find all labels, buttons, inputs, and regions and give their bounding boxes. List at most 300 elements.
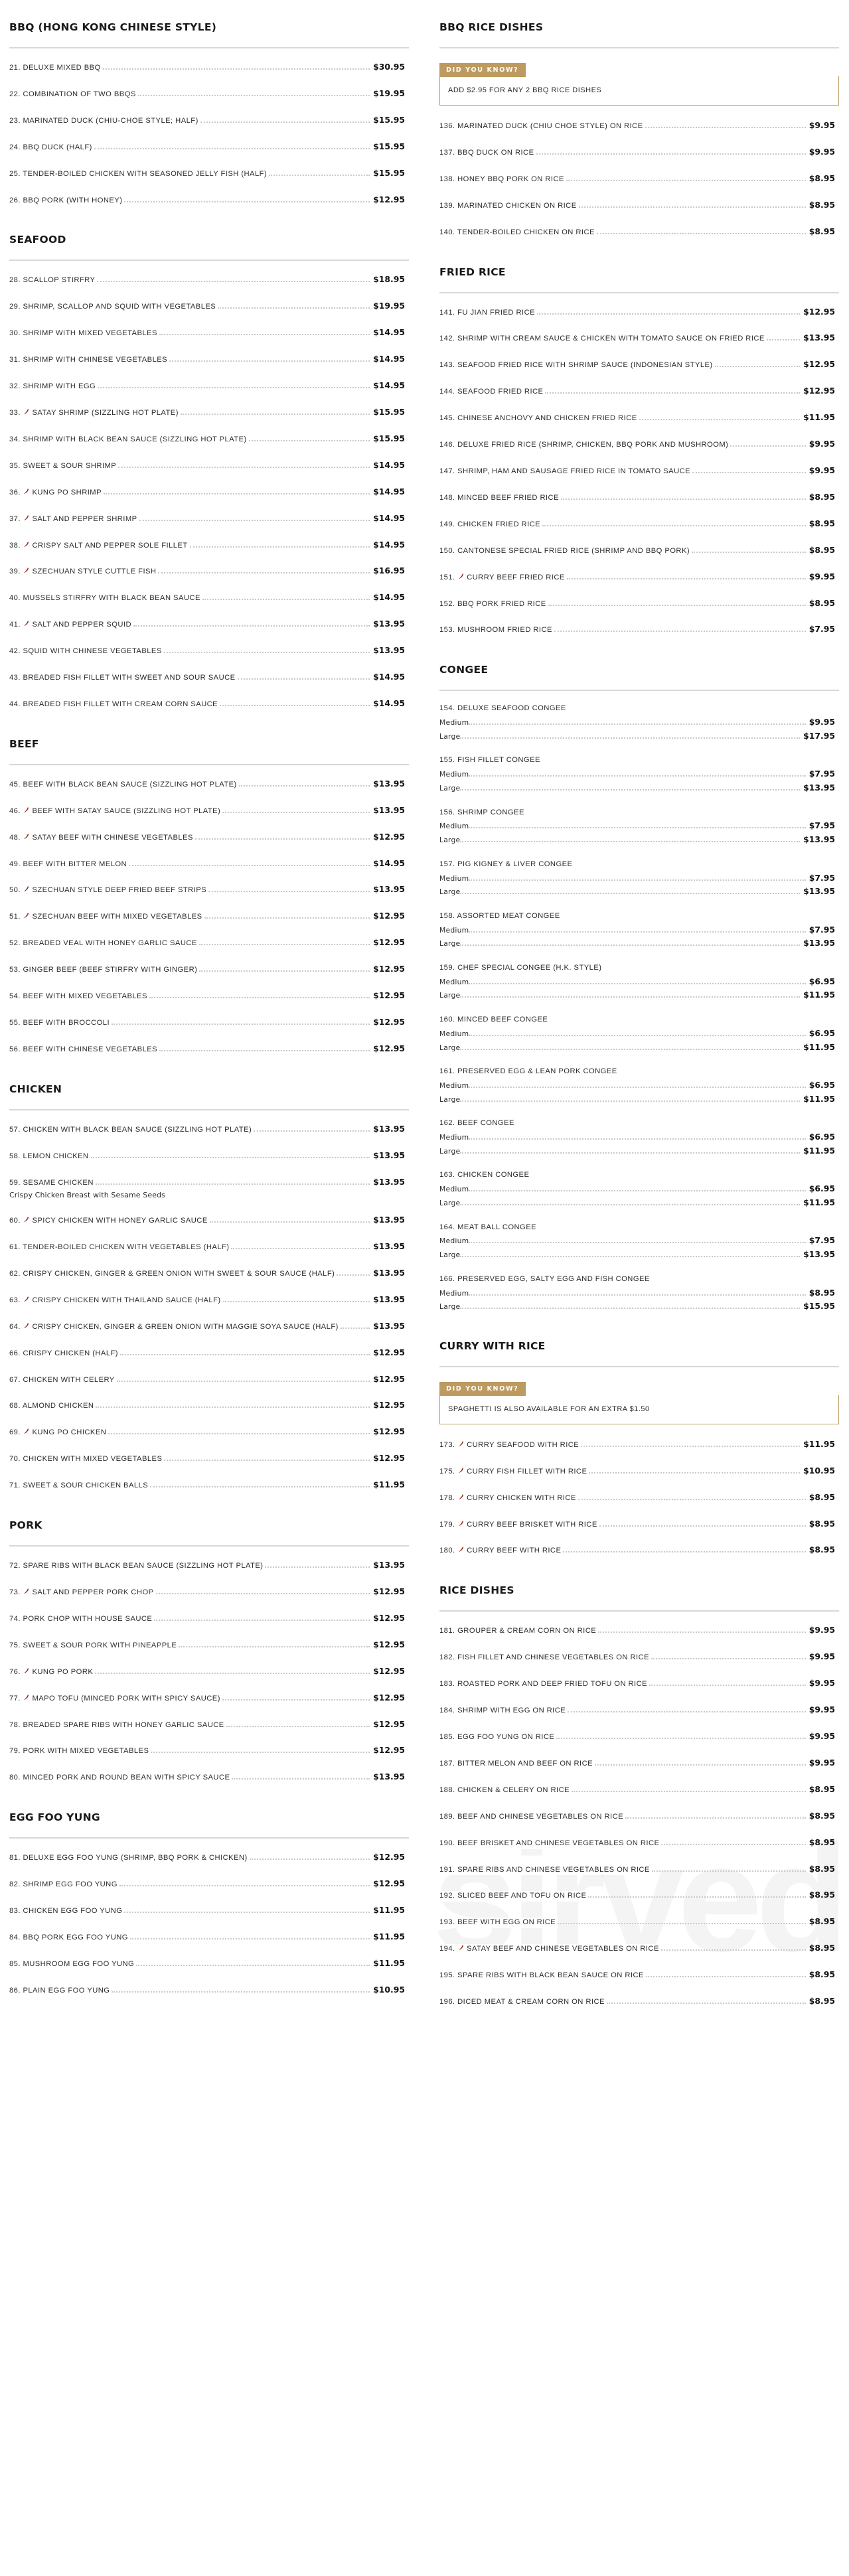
menu-item-line: [439, 571, 835, 583]
menu-item-line: [439, 544, 835, 557]
leader-dots: [210, 1217, 370, 1223]
menu-item-price: $14.95: [373, 327, 405, 338]
menu-item-price: $12.95: [373, 1400, 405, 1410]
leader-dots: [181, 409, 370, 415]
menu-item[interactable]: [439, 484, 839, 510]
menu-item[interactable]: [9, 1977, 409, 2003]
menu-item[interactable]: [9, 1418, 409, 1445]
menu-item[interactable]: [9, 1392, 409, 1418]
menu-item[interactable]: [9, 1737, 409, 1764]
menu-item[interactable]: [439, 1935, 839, 1961]
menu-item-price: $10.95: [803, 1465, 835, 1476]
leader-dots: [238, 674, 370, 680]
leader-dots: [645, 122, 806, 128]
menu-item-name: [439, 1942, 839, 1955]
menu-item[interactable]: [9, 1207, 409, 1233]
menu-item-title: 24. BBQ DUCK (HALF): [9, 143, 94, 153]
menu-item[interactable]: [439, 325, 839, 351]
menu-item-price: $13.95: [373, 619, 405, 629]
menu-item-price: $9.95: [809, 717, 835, 727]
menu-item[interactable]: [439, 564, 839, 590]
leader-dots: [91, 1152, 370, 1158]
leader-dots: [200, 117, 370, 123]
leader-dots: [239, 781, 370, 787]
chili-pepper-icon: [457, 1944, 465, 1951]
menu-item[interactable]: [9, 1169, 409, 1207]
menu-item-name: [439, 1837, 839, 1849]
menu-item-title: 178. CURRY CHICKEN WITH RICE: [439, 1493, 578, 1504]
menu-item[interactable]: [439, 1856, 839, 1882]
menu-item-line: [9, 114, 405, 127]
leader-dots: [204, 913, 370, 919]
chili-pepper-icon: [23, 567, 30, 574]
menu-item-name: [9, 1043, 409, 1055]
menu-item-title: 46. BEEF WITH SATAY SAUCE (SIZZLING HOT PLATE): [9, 806, 222, 817]
menu-item[interactable]: [439, 1458, 839, 1484]
menu-item[interactable]: [9, 54, 409, 80]
menu-item-price: $13.95: [803, 834, 835, 845]
menu-item-line: [439, 1863, 835, 1876]
leader-dots: [599, 1521, 806, 1527]
leader-dots: [460, 1096, 800, 1102]
menu-item[interactable]: [439, 431, 839, 457]
menu-item[interactable]: [9, 690, 409, 717]
menu-item[interactable]: [439, 537, 839, 564]
menu-item[interactable]: [439, 112, 839, 139]
menu-item-line: [9, 1267, 405, 1280]
menu-item-name: [439, 306, 839, 319]
menu-item[interactable]: [439, 192, 839, 218]
menu-item[interactable]: [439, 904, 839, 956]
menu-item[interactable]: [9, 133, 409, 160]
menu-item-name: [9, 858, 409, 870]
menu-item-sizes: [439, 872, 835, 897]
menu-item-name: [439, 1118, 839, 1156]
menu-item-price: $12.95: [373, 1878, 405, 1889]
menu-item-price: $8.95: [809, 491, 835, 502]
menu-item-size-row: [439, 1027, 835, 1039]
menu-item-title: 82. SHRIMP EGG FOO YUNG: [9, 1880, 119, 1890]
leader-dots: [548, 600, 806, 606]
menu-item[interactable]: [9, 1897, 409, 1924]
chili-pepper-icon: [23, 1296, 30, 1303]
menu-item[interactable]: [9, 1844, 409, 1870]
menu-item[interactable]: [439, 1750, 839, 1776]
menu-item-name: [9, 698, 409, 710]
menu-item[interactable]: [439, 1267, 839, 1319]
leader-dots: [202, 594, 370, 600]
menu-item[interactable]: [9, 929, 409, 956]
menu-item[interactable]: [439, 1697, 839, 1723]
menu-item[interactable]: [9, 80, 409, 107]
menu-item-name: [439, 1995, 839, 2008]
menu-item-name: [9, 1586, 409, 1598]
menu-item[interactable]: [439, 1643, 839, 1670]
menu-item-price: $9.95: [809, 571, 835, 581]
menu-item[interactable]: [9, 903, 409, 929]
menu-item[interactable]: [9, 1578, 409, 1605]
menu-item-price: $9.95: [809, 1651, 835, 1662]
menu-item[interactable]: [9, 611, 409, 637]
menu-item-price: $7.95: [809, 872, 835, 883]
menu-item[interactable]: [9, 532, 409, 558]
size-label: Medium: [439, 1237, 469, 1246]
menu-item[interactable]: [439, 1163, 839, 1215]
menu-item-line: [439, 491, 835, 504]
menu-item-price: $11.95: [373, 1931, 405, 1941]
menu-item-line: [9, 883, 405, 896]
menu-item[interactable]: [439, 800, 839, 852]
menu-item-line: [9, 1586, 405, 1598]
menu-item-name: [439, 704, 839, 741]
menu-item-title: 187. BITTER MELON AND BEEF ON RICE: [439, 1759, 595, 1770]
menu-item-price: $8.95: [809, 1491, 835, 1502]
menu-item[interactable]: [439, 1961, 839, 1988]
menu-item-name: [439, 1677, 839, 1690]
leader-dots: [164, 1455, 370, 1461]
menu-item-title: 158. ASSORTED MEAT CONGEE: [439, 911, 560, 920]
menu-item-line: [9, 1479, 405, 1491]
menu-item[interactable]: [439, 748, 839, 800]
menu-item-title: 156. SHRIMP CONGEE: [439, 808, 524, 816]
menu-item-price: $8.95: [809, 1783, 835, 1794]
menu-item-title: 142. SHRIMP WITH CREAM SAUCE & CHICKEN WITH TOMATO SAUCE ON FRIED RICE: [439, 334, 767, 344]
menu-item[interactable]: [9, 982, 409, 1009]
menu-item[interactable]: [439, 1882, 839, 1908]
menu-item-title: 154. DELUXE SEAFOOD CONGEE: [439, 704, 566, 713]
leader-dots: [341, 1323, 370, 1329]
menu-item-name: [9, 910, 409, 923]
menu-item[interactable]: [9, 319, 409, 346]
menu-item-title: 150. CANTONESE SPECIAL FRIED RICE (SHRIMP AND BBQ PORK): [439, 546, 692, 557]
menu-section: [9, 1790, 409, 2003]
menu-item-sizes: [439, 1287, 835, 1312]
leader-dots: [566, 175, 806, 181]
menu-item-price: $17.95: [803, 730, 835, 741]
menu-item[interactable]: [9, 797, 409, 824]
menu-item[interactable]: [439, 1803, 839, 1829]
menu-item-line: [9, 353, 405, 366]
menu-item-price: $12.95: [373, 1017, 405, 1027]
leader-dots: [554, 626, 806, 632]
menu-item-line: [9, 831, 405, 844]
leader-dots: [169, 356, 370, 362]
menu-item[interactable]: [9, 1035, 409, 1062]
menu-item-title: 182. FISH FILLET AND CHINESE VEGETABLES ON RICE: [439, 1653, 651, 1663]
menu-item[interactable]: [9, 1950, 409, 1977]
menu-item[interactable]: [9, 1552, 409, 1578]
menu-item[interactable]: [9, 1924, 409, 1950]
menu-item-name: [9, 671, 409, 684]
menu-item[interactable]: [439, 510, 839, 537]
menu-item-name: [439, 1704, 839, 1716]
menu-item-price: $12.95: [373, 1453, 405, 1464]
menu-item[interactable]: [9, 1366, 409, 1393]
menu-item[interactable]: [439, 457, 839, 484]
menu-item-name: [9, 194, 409, 206]
menu-item[interactable]: [9, 850, 409, 877]
menu-item-name: [439, 623, 839, 636]
menu-item-price: $15.95: [373, 114, 405, 125]
menu-item-title: 51. SZECHUAN BEEF WITH MIXED VEGETABLES: [9, 912, 204, 923]
menu-item-price: $12.95: [803, 306, 835, 317]
menu-item-line: [9, 963, 405, 976]
section-items: [9, 765, 409, 1062]
menu-item-name: [439, 911, 839, 949]
menu-item[interactable]: [9, 637, 409, 664]
menu-item[interactable]: [439, 351, 839, 378]
menu-item-name: [9, 1957, 409, 1970]
menu-item[interactable]: [9, 1445, 409, 1472]
menu-item-name: [9, 1665, 409, 1678]
leader-dots: [639, 414, 801, 420]
chili-pepper-icon: [23, 620, 30, 627]
menu-item-size-row: [439, 1235, 835, 1247]
menu-item[interactable]: [439, 1908, 839, 1935]
menu-item[interactable]: [439, 1215, 839, 1267]
menu-item-title: 62. CRISPY CHICKEN, GINGER & GREEN ONION WITH SWEET & SOUR SAUCE (HALF): [9, 1269, 337, 1280]
menu-item[interactable]: [9, 1009, 409, 1035]
menu-item-line: [439, 1544, 835, 1556]
section-title: PORK: [9, 1519, 42, 1532]
menu-item-title: 60. SPICY CHICKEN WITH HONEY GARLIC SAUCE: [9, 1216, 210, 1227]
menu-item-name: [9, 1123, 409, 1136]
size-label: Large: [439, 1302, 461, 1312]
menu-item-title: 44. BREADED FISH FILLET WITH CREAM CORN SAUCE: [9, 700, 220, 710]
menu-item-name: [439, 412, 839, 424]
menu-item-name: [9, 1851, 409, 1864]
menu-item-title: 22. COMBINATION OF TWO BBQS: [9, 90, 138, 100]
menu-item-price: $14.95: [373, 858, 405, 868]
menu-item[interactable]: [9, 1605, 409, 1631]
menu-item-price: $6.95: [809, 1080, 835, 1091]
menu-item[interactable]: [439, 1111, 839, 1163]
menu-item[interactable]: [439, 1776, 839, 1803]
leader-dots: [129, 860, 370, 866]
menu-item-title: 180. CURRY BEEF WITH RICE: [439, 1546, 563, 1556]
menu-item[interactable]: [9, 584, 409, 611]
menu-item[interactable]: [9, 505, 409, 532]
menu-item-line: [9, 591, 405, 604]
menu-item-line: [9, 167, 405, 180]
menu-item-name: [439, 146, 839, 159]
menu-item[interactable]: [9, 1711, 409, 1738]
menu-item-name: [9, 1931, 409, 1943]
menu-item[interactable]: [439, 616, 839, 643]
menu-item[interactable]: [9, 824, 409, 850]
menu-item-price: $11.95: [373, 1957, 405, 1968]
menu-item-sizes: [439, 924, 835, 949]
menu-item[interactable]: [9, 425, 409, 452]
menu-item[interactable]: [9, 399, 409, 425]
menu-item[interactable]: [439, 852, 839, 904]
menu-item[interactable]: [9, 160, 409, 187]
menu-item[interactable]: [439, 139, 839, 165]
menu-item[interactable]: [439, 218, 839, 245]
menu-section: [439, 1563, 839, 2014]
menu-item-line: [9, 910, 405, 923]
menu-item[interactable]: [9, 1260, 409, 1286]
section-items: [9, 1547, 409, 1790]
menu-item-price: $8.95: [809, 1545, 835, 1555]
menu-item-name: [9, 1241, 409, 1253]
menu-item[interactable]: [439, 696, 839, 748]
menu-item[interactable]: [9, 479, 409, 505]
menu-item[interactable]: [9, 293, 409, 319]
menu-item-line: [9, 459, 405, 472]
menu-item[interactable]: [439, 378, 839, 404]
menu-item-price: $13.95: [373, 778, 405, 789]
menu-item-name: [9, 61, 409, 74]
section-title: BBQ (HONG KONG CHINESE STYLE): [9, 21, 217, 33]
menu-item-price: $12.95: [373, 1692, 405, 1703]
menu-item[interactable]: [439, 590, 839, 617]
menu-item-line: [439, 332, 835, 344]
menu-item-price: $15.95: [373, 167, 405, 178]
menu-item-name: [439, 1651, 839, 1663]
leader-dots: [159, 1045, 370, 1051]
menu-item-title: 163. CHICKEN CONGEE: [439, 1171, 530, 1179]
menu-item[interactable]: [439, 1670, 839, 1697]
menu-item-name: [9, 167, 409, 180]
menu-item[interactable]: [9, 664, 409, 690]
menu-item-line: [9, 486, 405, 498]
menu-item[interactable]: [9, 1142, 409, 1169]
leader-dots: [649, 1680, 806, 1686]
menu-item[interactable]: [439, 1537, 839, 1563]
menu-item-price: $8.95: [809, 544, 835, 555]
menu-item[interactable]: [439, 1723, 839, 1750]
menu-item-price: $9.95: [809, 1625, 835, 1635]
size-label: Large: [439, 1095, 461, 1104]
menu-item-size-row: [439, 1183, 835, 1195]
section-items: [9, 1839, 409, 2003]
menu-item[interactable]: [9, 1472, 409, 1498]
section-items: [9, 261, 409, 716]
menu-item-title: 33. SATAY SHRIMP (SIZZLING HOT PLATE): [9, 408, 181, 419]
menu-item-price: $15.95: [373, 433, 405, 443]
menu-item[interactable]: [9, 452, 409, 479]
leader-dots: [231, 1243, 370, 1249]
menu-item-price: $8.95: [809, 518, 835, 528]
menu-item[interactable]: [9, 1870, 409, 1897]
leader-dots: [460, 940, 800, 946]
menu-item-name: [439, 1889, 839, 1902]
menu-item-name: [9, 353, 409, 366]
menu-item[interactable]: [9, 1339, 409, 1366]
menu-item-line: [9, 1692, 405, 1705]
menu-item[interactable]: [439, 165, 839, 192]
menu-item[interactable]: [9, 187, 409, 213]
menu-item[interactable]: [9, 372, 409, 399]
menu-item[interactable]: [9, 1631, 409, 1658]
menu-item[interactable]: [9, 107, 409, 133]
leader-dots: [156, 1588, 370, 1594]
menu-item[interactable]: [9, 1658, 409, 1685]
menu-item-line: [439, 1995, 835, 2008]
leader-dots: [460, 1251, 800, 1257]
leader-dots: [561, 494, 806, 500]
menu-item[interactable]: [439, 1059, 839, 1111]
menu-item-title: 157. PIG KIGNEY & LIVER CONGEE: [439, 860, 573, 868]
menu-item[interactable]: [439, 1988, 839, 2014]
leader-dots: [119, 1880, 370, 1886]
menu-item-line: [9, 433, 405, 445]
menu-item-title: 31. SHRIMP WITH CHINESE VEGETABLES: [9, 355, 169, 366]
section-items: [439, 1367, 839, 1564]
menu-item-title: 23. MARINATED DUCK (CHIU-CHOE STYLE; HALF): [9, 116, 200, 127]
menu-item[interactable]: [9, 876, 409, 903]
size-label: Large: [439, 731, 461, 741]
menu-item[interactable]: [9, 558, 409, 584]
menu-item-title: 148. MINCED BEEF FRIED RICE: [439, 493, 561, 504]
menu-item[interactable]: [9, 266, 409, 293]
menu-item-size-row: [439, 885, 835, 897]
leader-dots: [536, 149, 806, 155]
menu-item[interactable]: [439, 299, 839, 325]
menu-item-price: $16.95: [373, 566, 405, 576]
menu-item[interactable]: [9, 771, 409, 797]
menu-item[interactable]: [439, 1008, 839, 1059]
chili-pepper-icon: [23, 541, 30, 548]
chili-pepper-icon: [23, 833, 30, 840]
menu-item[interactable]: [439, 404, 839, 431]
menu-item[interactable]: [9, 346, 409, 372]
menu-item-price: $8.95: [809, 1890, 835, 1900]
menu-item[interactable]: [9, 1286, 409, 1313]
menu-item[interactable]: [439, 1484, 839, 1511]
menu-item-title: 57. CHICKEN WITH BLACK BEAN SAUCE (SIZZLING HOT PLATE): [9, 1125, 254, 1136]
menu-item-title: 42. SQUID WITH CHINESE VEGETABLES: [9, 646, 164, 657]
menu-item-title: 147. SHRIMP, HAM AND SAUSAGE FRIED RICE IN TOMATO SAUCE: [439, 467, 692, 477]
menu-item-price: $14.95: [373, 486, 405, 496]
menu-item-price: $13.95: [803, 938, 835, 948]
leader-dots: [460, 1199, 800, 1205]
menu-item-size-row: [439, 1145, 835, 1157]
menu-item-price: $13.95: [373, 804, 405, 815]
menu-item[interactable]: [9, 1685, 409, 1711]
menu-item-line: [9, 406, 405, 419]
menu-item[interactable]: [439, 956, 839, 1008]
menu-item[interactable]: [9, 1313, 409, 1339]
did-you-know-tab: DID YOU KNOW?: [439, 1382, 526, 1396]
menu-item-price: $14.95: [373, 592, 405, 603]
menu-item[interactable]: [439, 1431, 839, 1458]
menu-item-line: [9, 273, 405, 286]
menu-item[interactable]: [9, 1116, 409, 1142]
chili-pepper-icon: [457, 1440, 465, 1448]
leader-dots: [568, 1706, 806, 1712]
menu-item[interactable]: [439, 1617, 839, 1643]
menu-item[interactable]: [9, 1764, 409, 1790]
menu-item-title: 146. DELUXE FRIED RICE (SHRIMP, CHICKEN, BBQ PORK AND MUSHROOM): [439, 440, 730, 451]
menu-item-line: [9, 88, 405, 100]
menu-item[interactable]: [9, 1233, 409, 1260]
menu-item-line: [439, 199, 835, 212]
menu-item-title: 40. MUSSELS STIRFRY WITH BLACK BEAN SAUCE: [9, 593, 202, 604]
leader-dots: [460, 992, 800, 998]
menu-item-price: $6.95: [809, 1132, 835, 1142]
menu-item[interactable]: [439, 1829, 839, 1856]
leader-dots: [563, 1547, 805, 1553]
menu-item-name: [439, 1518, 839, 1531]
menu-item[interactable]: [439, 1511, 839, 1537]
menu-item-price: $14.95: [373, 539, 405, 550]
leader-dots: [556, 1733, 805, 1739]
menu-item-name: [9, 539, 409, 552]
menu-item-price: $9.95: [809, 465, 835, 475]
menu-item[interactable]: [9, 956, 409, 982]
